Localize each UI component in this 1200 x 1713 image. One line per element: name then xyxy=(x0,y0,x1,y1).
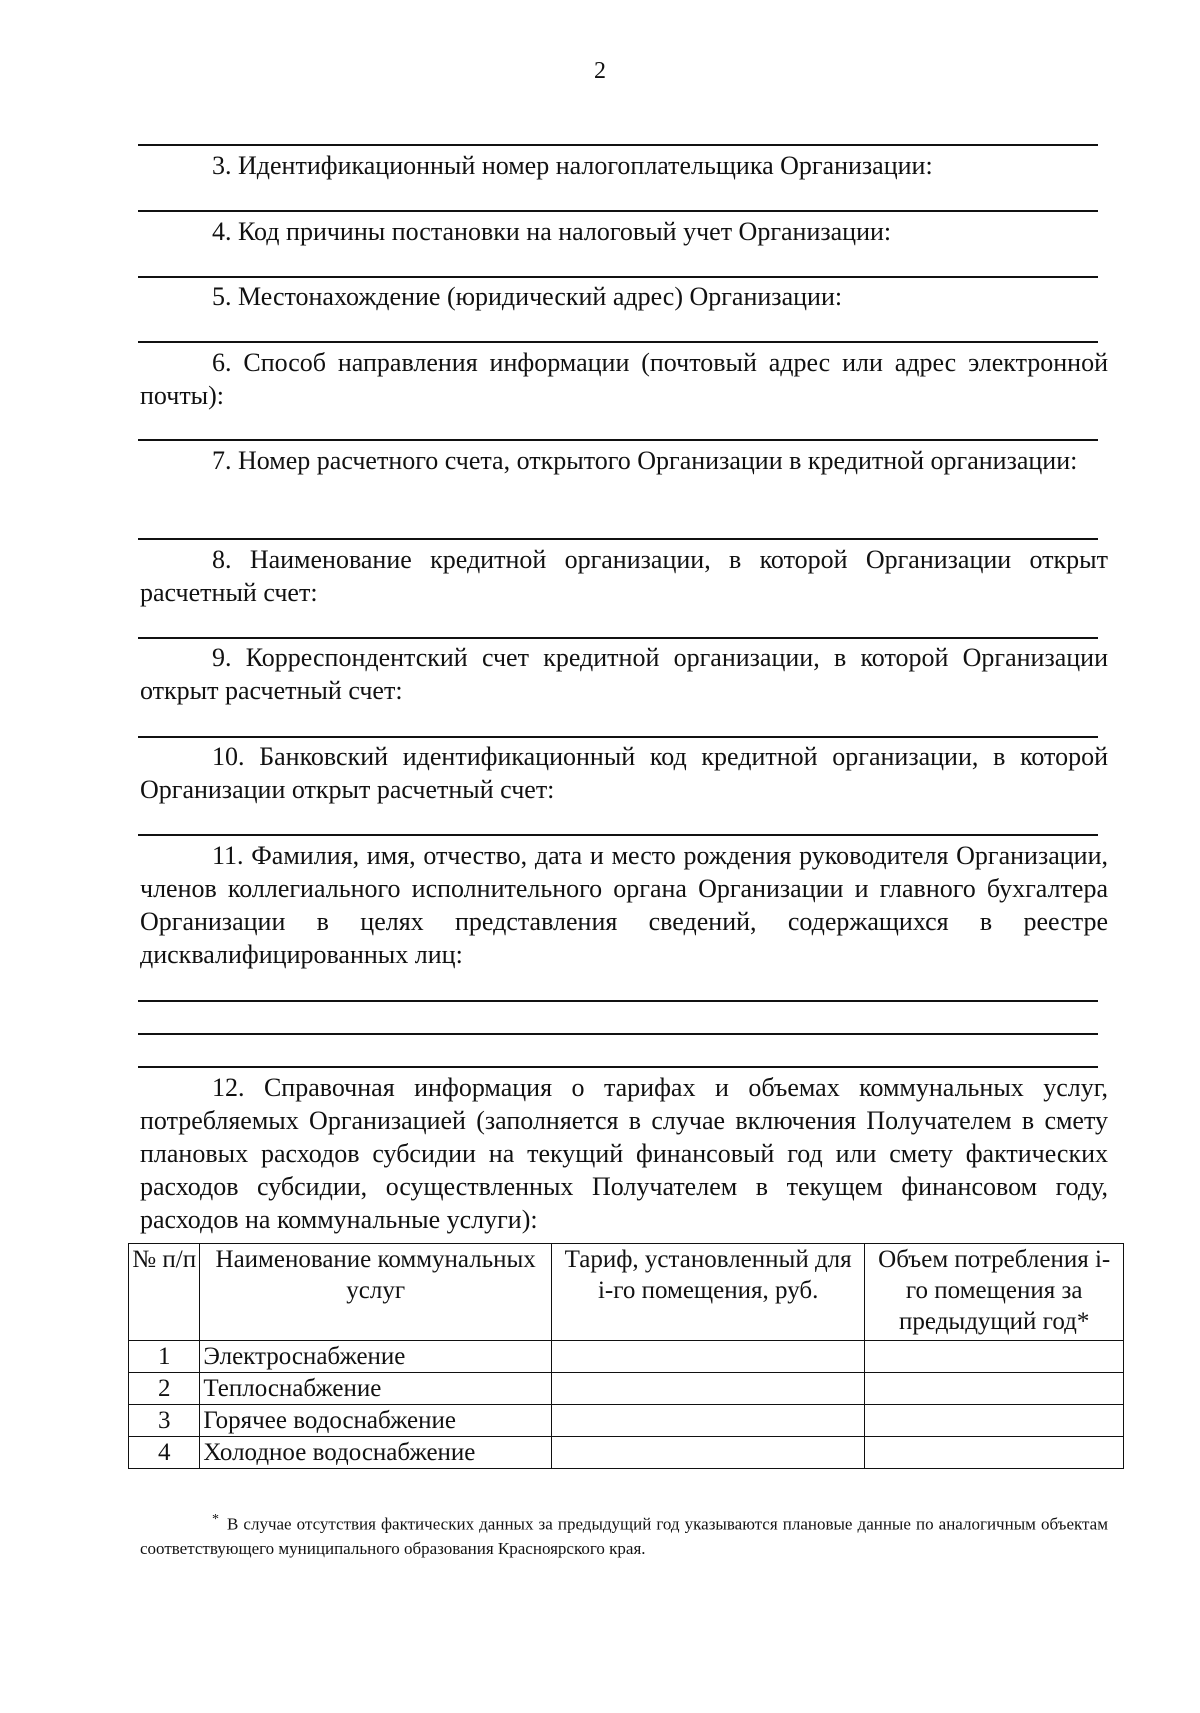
item-6-text: 6. Способ направления информации (почтовый адрес или адрес электронной почты): xyxy=(140,348,1108,410)
row-volume-cell[interactable] xyxy=(865,1437,1124,1469)
fill-line xyxy=(138,1033,1098,1035)
row-tariff-cell[interactable] xyxy=(551,1341,864,1373)
table-header-row xyxy=(129,1244,1124,1341)
fill-line xyxy=(138,276,1098,278)
row-service-name: Холодное водоснабжение xyxy=(200,1437,551,1469)
item-12-text: 12. Справочная информация о тарифах и объемах коммунальных услуг, потребляемых Организацией (заполняется в случае включения Получателем в смету плановых расходов субсидии на текущий финансовый год или смету фактических расходов субсидии, осуществленных Получателем в текущем финансовом году, расходов на коммунальные услуги): xyxy=(140,1073,1108,1234)
item-9-text: 9. Корреспондентский счет кредитной организации, в которой Организации открыт расчетный счет: xyxy=(140,643,1108,705)
row-tariff-cell[interactable] xyxy=(551,1405,864,1437)
fill-line xyxy=(138,538,1098,540)
fill-line xyxy=(138,1066,1098,1068)
row-tariff-cell[interactable] xyxy=(551,1373,864,1405)
row-number: 3 xyxy=(129,1405,200,1437)
row-service-name: Горячее водоснабжение xyxy=(200,1405,551,1437)
fill-line xyxy=(138,144,1098,146)
footnote xyxy=(140,1508,1108,1561)
header-volume: Объем потребления i-го помещения за предыдущий год* xyxy=(865,1244,1124,1341)
header-service-name: Наименование коммунальных услуг xyxy=(200,1244,551,1341)
fill-line xyxy=(138,736,1098,738)
row-tariff-cell[interactable] xyxy=(551,1437,864,1469)
footnote-mark: * xyxy=(212,1512,219,1527)
item-11-text: 11. Фамилия, имя, отчество, дата и место рождения руководителя Организации, членов коллегиального исполнительного органа Организации и главного бухгалтера Организации в целях представления сведений, содержащихся в реестре дисквалифицированных лиц: xyxy=(140,841,1108,969)
utilities-table xyxy=(128,1243,1124,1469)
item-3-text: 3. Идентификационный номер налогоплательщика Организации: xyxy=(212,151,933,180)
fill-line xyxy=(138,341,1098,343)
row-service-name: Теплоснабжение xyxy=(200,1373,551,1405)
item-7-text: 7. Номер расчетного счета, открытого Организации в кредитной организации: xyxy=(212,446,1078,475)
row-service-name: Электроснабжение xyxy=(200,1341,551,1373)
row-number: 2 xyxy=(129,1373,200,1405)
row-volume-cell[interactable] xyxy=(865,1405,1124,1437)
fill-line xyxy=(138,834,1098,836)
page-number: 2 xyxy=(594,58,606,84)
footnote-text: В случае отсутствия фактических данных за предыдущий год указываются плановые данные по аналогичным объектам соответствующего муниципального образования Красноярского края. xyxy=(140,1514,1108,1558)
table-row xyxy=(129,1405,1124,1437)
fill-line xyxy=(138,1000,1098,1002)
header-number: № п/п xyxy=(129,1244,200,1341)
row-number: 4 xyxy=(129,1437,200,1469)
table-row xyxy=(129,1437,1124,1469)
item-8-text: 8. Наименование кредитной организации, в которой Организации открыт расчетный счет: xyxy=(140,545,1108,607)
row-number: 1 xyxy=(129,1341,200,1373)
fill-line xyxy=(138,210,1098,212)
item-4-text: 4. Код причины постановки на налоговый учет Организации: xyxy=(212,217,892,246)
fill-line xyxy=(138,439,1098,441)
fill-line xyxy=(138,637,1098,639)
row-volume-cell[interactable] xyxy=(865,1341,1124,1373)
table-row xyxy=(129,1373,1124,1405)
row-volume-cell[interactable] xyxy=(865,1373,1124,1405)
table-row xyxy=(129,1341,1124,1373)
item-5-text: 5. Местонахождение (юридический адрес) Организации: xyxy=(212,282,843,311)
header-tariff: Тариф, установленный для i-го помещения, руб. xyxy=(551,1244,864,1341)
item-10-text: 10. Банковский идентификационный код кредитной организации, в которой Организации открыт расчетный счет: xyxy=(140,742,1108,804)
